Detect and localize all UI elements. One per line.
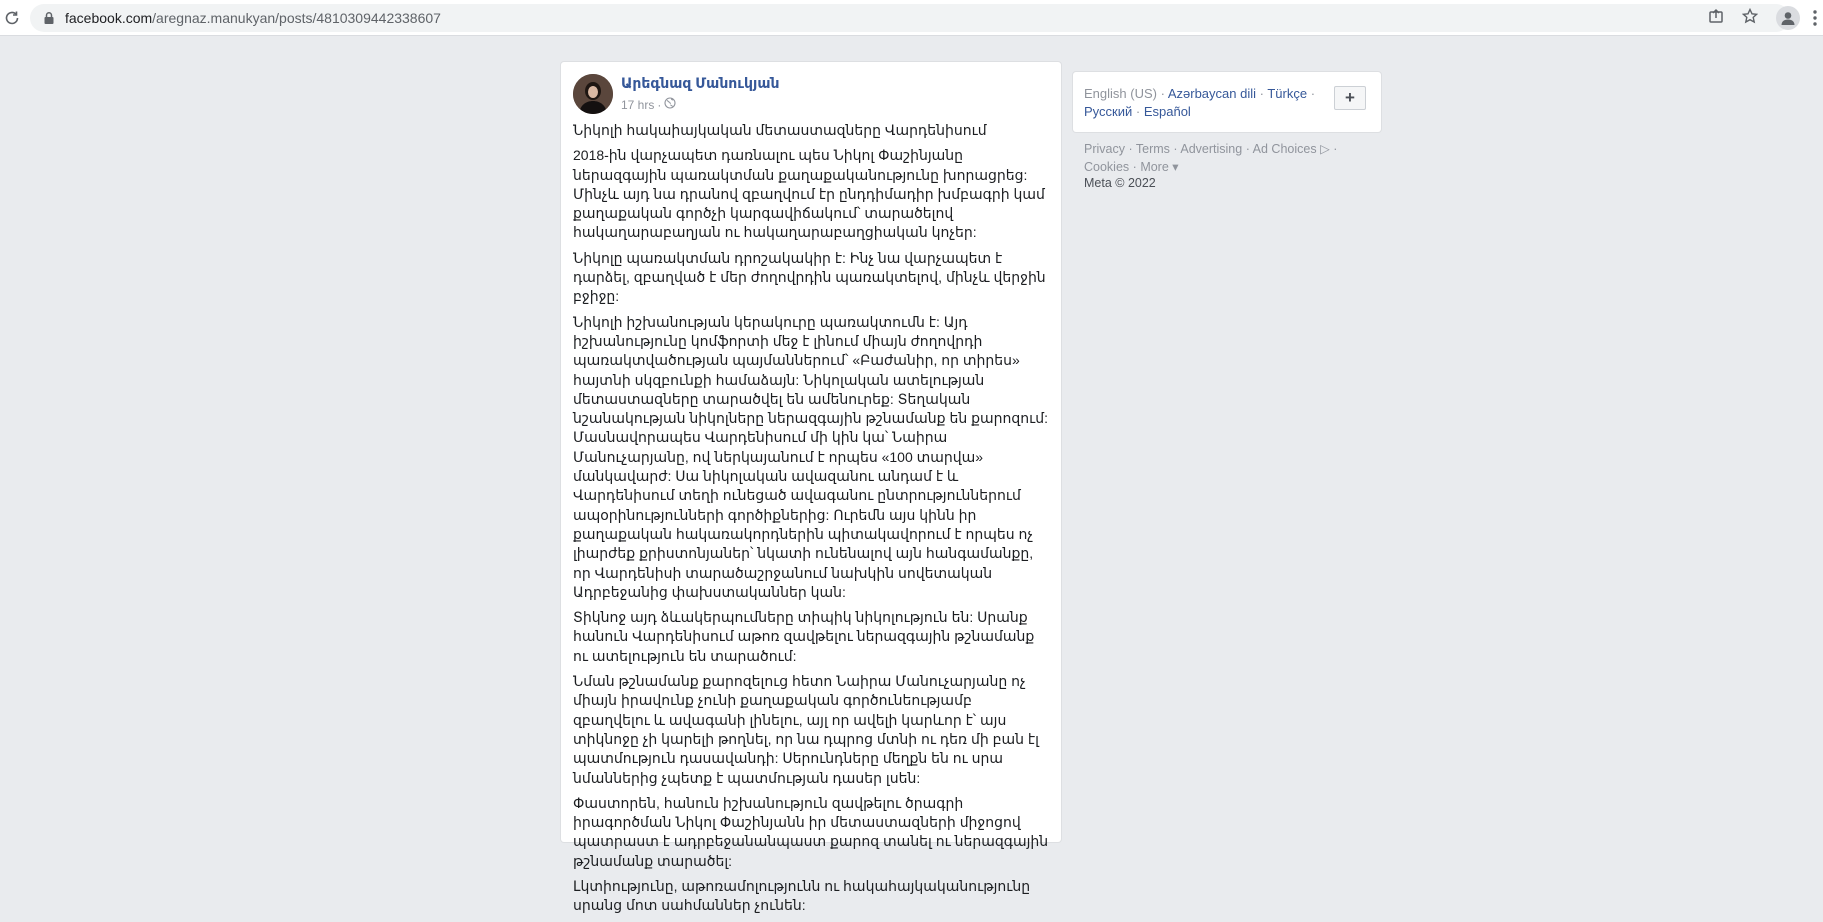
language-selector — [1073, 72, 1381, 132]
footer-link-privacy[interactable]: Privacy — [1084, 142, 1125, 156]
add-language-button[interactable]: + — [1334, 86, 1366, 110]
footer-link-more[interactable] — [1140, 160, 1178, 174]
url-path: /aregnaz.manukyan/posts/4810309442338607 — [152, 10, 441, 26]
language-separator: · — [1160, 86, 1165, 101]
footer-separator: · — [1245, 142, 1250, 156]
footer-links — [1084, 141, 1374, 176]
lock-icon — [42, 11, 56, 25]
post-timestamp[interactable]: 17 hrs — [621, 97, 655, 112]
address-bar[interactable] — [30, 4, 1790, 32]
post-text — [573, 121, 1051, 922]
post-card — [561, 62, 1061, 914]
footer-separator: · — [1173, 142, 1178, 156]
language-link-azerbaijani[interactable]: Azərbaycan dili — [1167, 86, 1256, 101]
language-separator: · — [1310, 86, 1316, 101]
footer-separator: · — [1128, 142, 1133, 156]
more-label: More — [1140, 159, 1169, 174]
post-paragraph: Լկտիությունը, աթոռամոլությունն ու հակահայկականությունը սրանց մոտ սահմաններ չունեն: — [573, 877, 1031, 914]
post-paragraph: 2018-ին վարչապետ դառնալու պես Նիկոլ Փաշինյանը ներազգային պառակտման քաղաքականությունը խորացրեց: Մինչև այդ նա դրանով զբաղվում էր ընդդիմադիր խմբագրի կամ քաղաքական գործչի կարգավիճակում՝ տարածելով հակաղարաբաղյան ու հակաղարաբաղցիական կոչեր: — [573, 147, 1045, 241]
language-current: English (US) — [1084, 86, 1157, 101]
language-link-turkish[interactable]: Türkçe — [1267, 86, 1308, 101]
footer-link-terms[interactable]: Terms — [1135, 142, 1170, 156]
footer-link-cookies[interactable]: Cookies — [1084, 159, 1130, 174]
language-separator: · — [1135, 103, 1141, 119]
footer-separator: · — [1333, 142, 1338, 156]
language-separator: · — [1259, 86, 1264, 101]
footer-link-ad-choices[interactable] — [1253, 142, 1330, 156]
post-paragraph: Տիկնոջ այդ ձևակերպումները տիպիկ նիկոլություն են: Սրանք հանուն Վարդենիսում աթոռ զավթելու ներազգային թշնամանք ու ատելություն են տարածում: — [573, 609, 1035, 664]
star-icon[interactable] — [1740, 6, 1760, 26]
post-author-name[interactable]: Արեգնազ Մանուկյան — [621, 75, 780, 91]
copyright: Meta © 2022 — [1084, 176, 1156, 190]
share-icon[interactable] — [1706, 6, 1726, 26]
profile-icon[interactable] — [1776, 6, 1800, 30]
post-paragraph: Նիկոլի իշխանության կերակուրը պառակտումն է: Այդ իշխանությունը կոմֆորտի մեջ է լինում միայն ժողովրդի պառակտվածության պայմաններում՝ «Բաժանիր, որ տիրես» հայտնի սկզբունքի համաձայն: Նիկոլական ատելության մետաստազները տարածվել են ամենուրեք: Տեղական նշանակության նիկոլները ներազգային թշնամանք են քարոզում: Մասնավորապես Վարդենիսում մի կին կա՝ Նաիրա Մանուչարյանը, ով ներկայանում է որպես «100 տարվա» մանկավարժ: Սա նիկոլական ավազանու անդամ է և Վարդենիսում տեղի ունեցած ավագանու ընտրություններում ապօրինությունների գործիքներից: Ուրեմն այս կինն իր քաղաքական հակառակորդներին պիտակավորում է որպես ոչ լիարժեք քրիստոնյաներ՝ նկատի ունենալով այն հանգամանքը, որ Վարդենիսի տարածաշրջանում նախկին սովետական Ադրբեջանից փախստականներ կան: — [573, 313, 1049, 600]
more-caret-icon: ▾ — [1172, 159, 1179, 174]
post-paragraph: Նիկոլի հակաիայկական մետաստազները Վարդենիսում — [573, 122, 987, 138]
meta-separator: · — [657, 97, 662, 112]
footer-link-advertising[interactable]: Advertising — [1180, 142, 1243, 156]
footer-separator: · — [1132, 159, 1137, 174]
ad-choices-icon: ▷ — [1320, 142, 1330, 156]
post-paragraph: Փաստորեն, հանուն իշխանություն զավթելու ծրագրի իրագործման Նիկոլ Փաշինյանն իր մետաստազների միջոցով պատրաստ է ադրբեջանանպաստ քարոզ տանել ու ներազգային թշնամանք տարածել: — [573, 794, 1049, 869]
ad-choices-label: Ad Choices — [1252, 142, 1317, 156]
avatar[interactable] — [573, 74, 613, 114]
language-link-russian[interactable]: Русский — [1084, 103, 1133, 119]
url-text[interactable] — [65, 10, 441, 26]
post-paragraph: Նիկոլը պառակտման դրոշակակիր է: Ինչ նա վարչապետ է դարձել, զբաղված է մեր ժողովրդին պառակտելով, մինչև վերջին բջիջը: — [573, 249, 1046, 305]
language-link-spanish[interactable]: Español — [1143, 103, 1191, 119]
post-paragraph: Նման թշնամանք քարոզելուց հետո Նաիրա Մանուչարյանը ոչ միայն իրավունք չունի քաղաքական գործունեությամբ զբաղվելու և ավագանի լինելու, այլ որ ավելի կարևոր է՝ այս տիկնոջը չի կարելի թողնել, որ նա դպրոց մտնի ու դեռ մի բան էլ պատմություն դասավանդի: Սերունդները մեղքն են ու սրա նմաններից չպետք է պատմության դասեր լսեն: — [573, 673, 1039, 786]
menu-icon[interactable] — [1812, 8, 1818, 28]
language-list — [1084, 85, 1334, 120]
url-host: facebook.com — [65, 10, 153, 26]
globe-icon — [664, 97, 676, 112]
browser-toolbar — [0, 0, 1823, 36]
post-meta — [621, 97, 676, 112]
reload-icon[interactable] — [2, 8, 22, 28]
